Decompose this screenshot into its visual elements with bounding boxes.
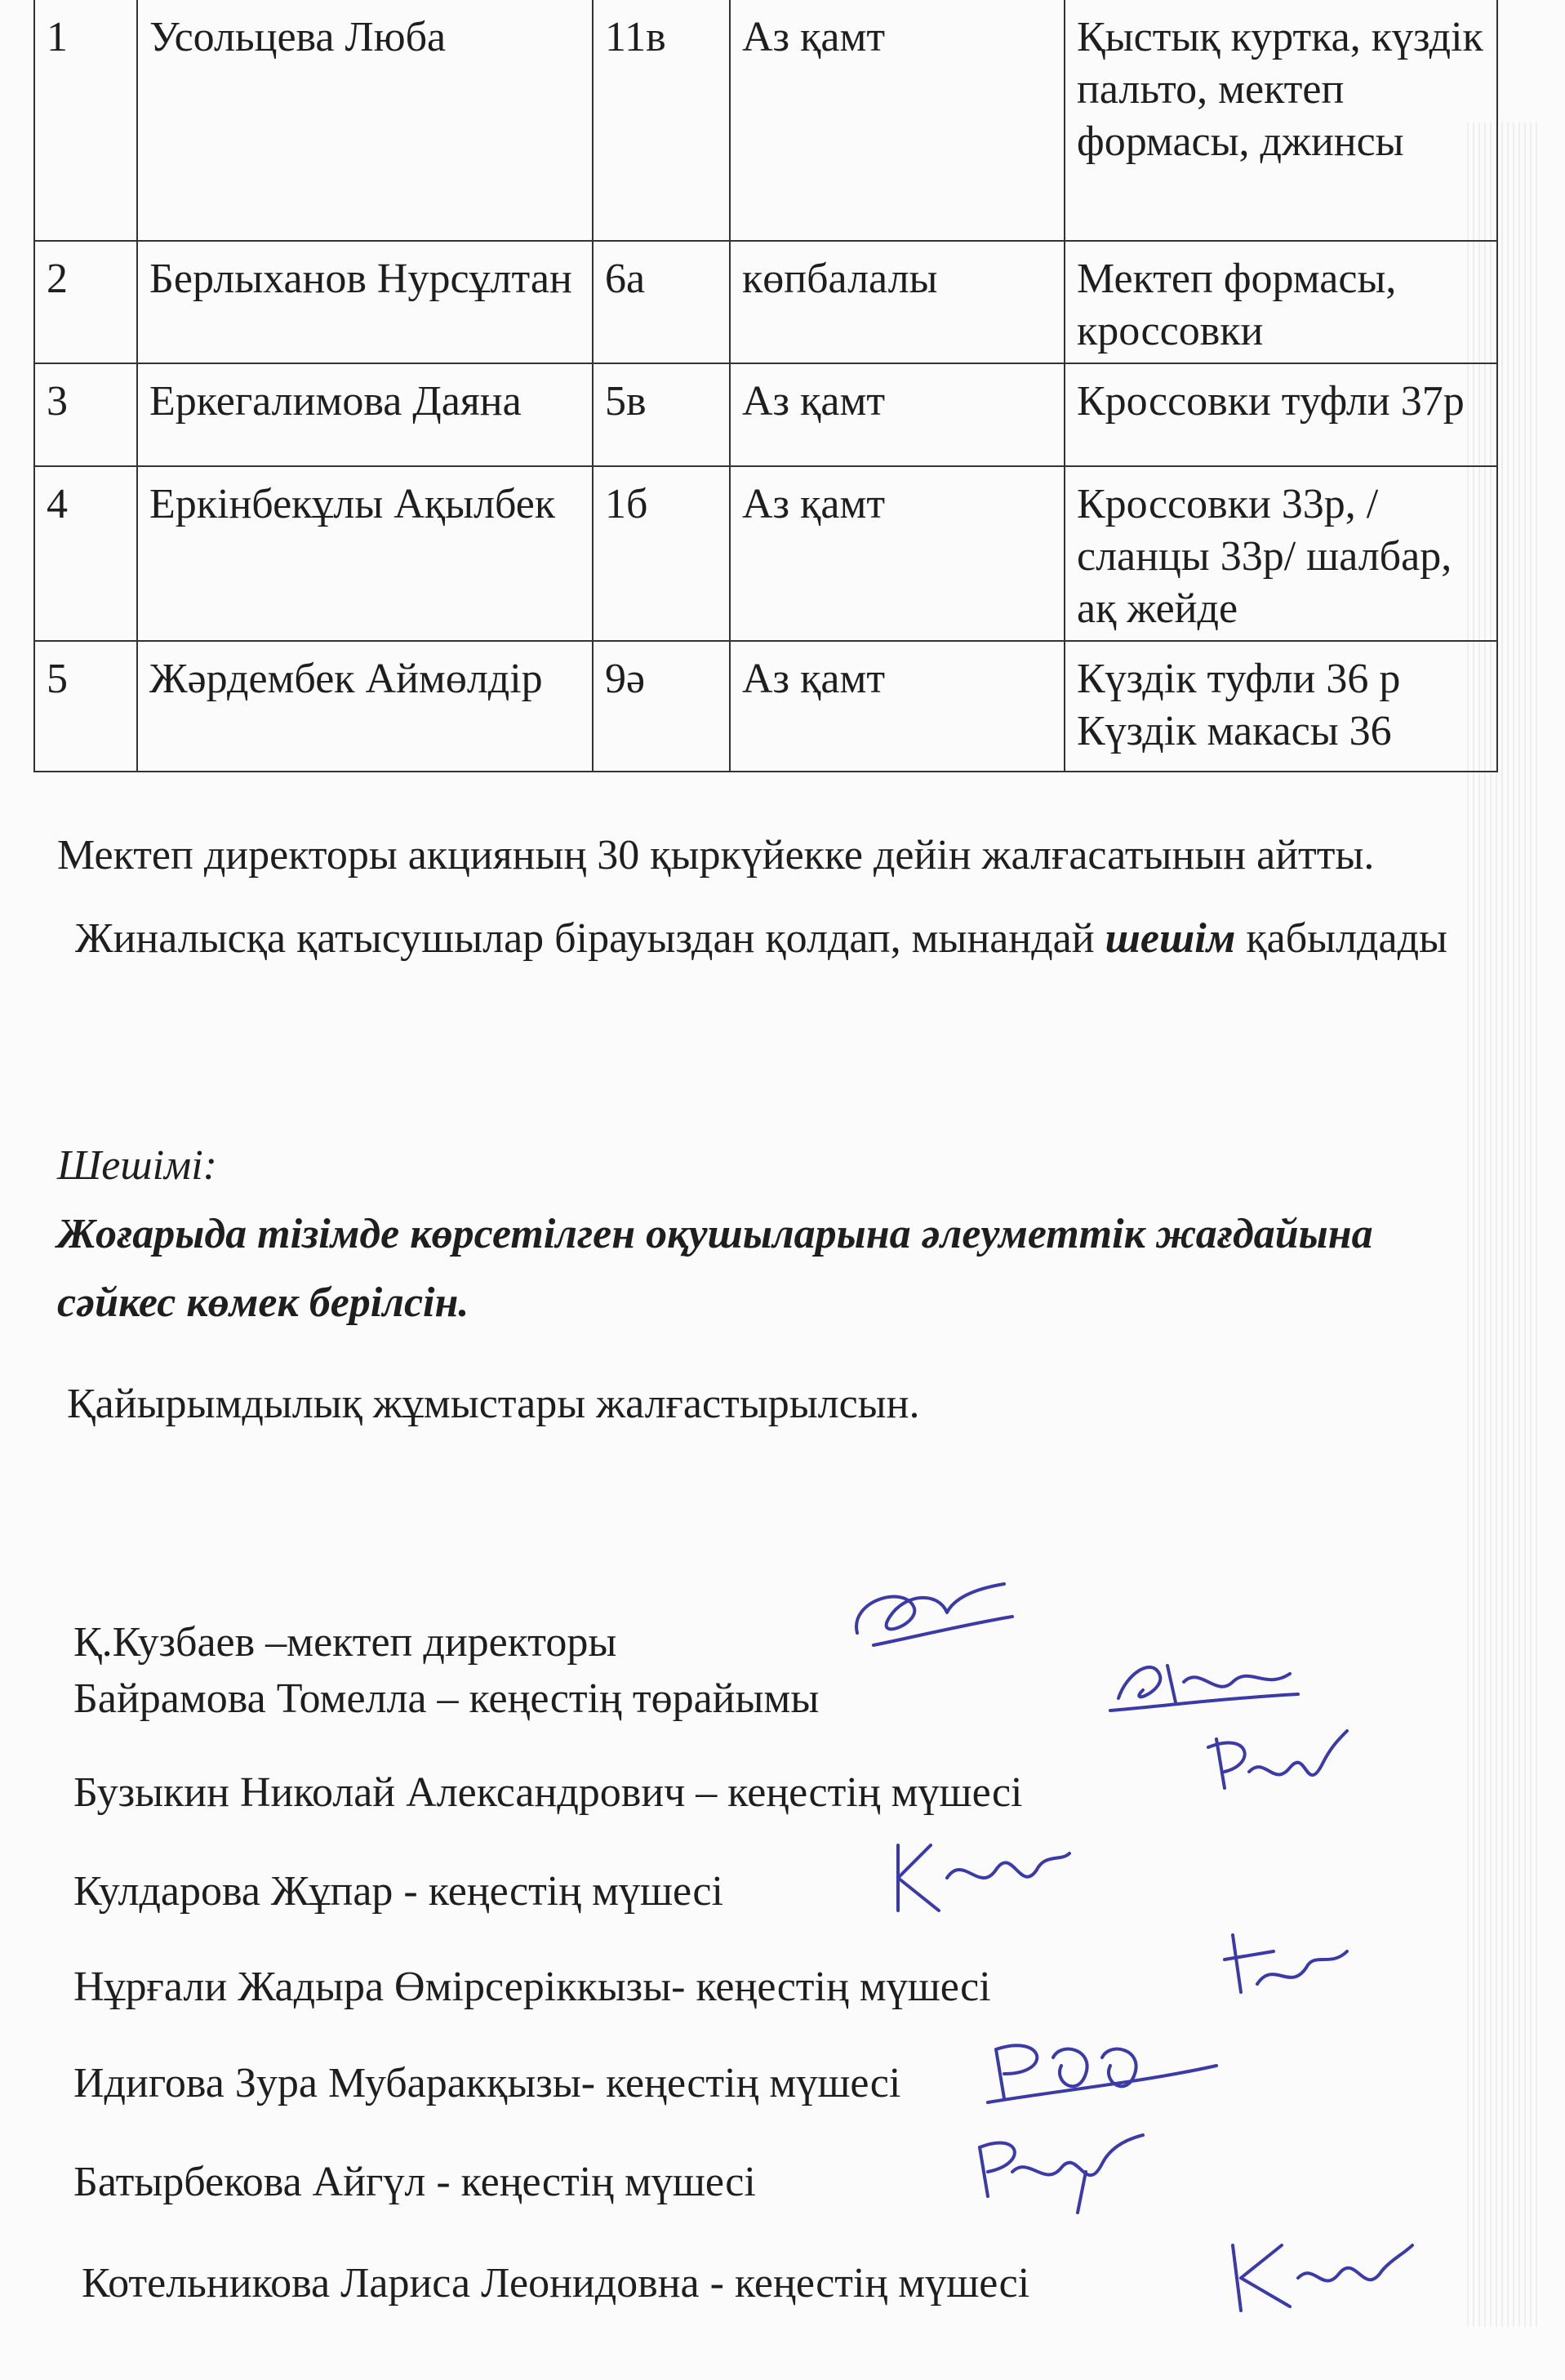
social-status: көпбалалы bbox=[730, 241, 1065, 363]
signature-3 bbox=[1200, 1723, 1363, 1821]
social-status: Аз қамт bbox=[730, 641, 1065, 772]
signature-4 bbox=[882, 1829, 1078, 1927]
table-row bbox=[34, 0, 1497, 241]
row-number: 2 bbox=[34, 241, 137, 363]
signatory-line: Идигова Зура Мубаракқызы- кеңестің мүшесі bbox=[73, 2060, 901, 2106]
signatory-line: Бузыкин Николай Александрович – кеңестің мүшесі bbox=[73, 1769, 1023, 1816]
row-number: 3 bbox=[34, 363, 137, 466]
signature-8 bbox=[1208, 2229, 1421, 2327]
emphasis-decision: шешім bbox=[1105, 915, 1236, 962]
signature-6 bbox=[980, 2025, 1225, 2115]
table-row bbox=[34, 241, 1497, 363]
social-status: Аз қамт bbox=[730, 0, 1065, 241]
aid-items: Кроссовки туфли 37р bbox=[1065, 363, 1497, 466]
grade: 11в bbox=[593, 0, 730, 241]
table-row bbox=[34, 641, 1497, 772]
paragraph-agreement bbox=[75, 914, 1447, 963]
student-name: Берлыханов Нурсұлтан bbox=[137, 241, 593, 363]
signature-7 bbox=[963, 2123, 1159, 2221]
signature-1 bbox=[841, 1568, 1020, 1657]
grade: 1б bbox=[593, 466, 730, 641]
decision-line-2: сәйкес көмек берілсін. bbox=[57, 1279, 469, 1326]
grade: 6а bbox=[593, 241, 730, 363]
signatory-line: Кулдарова Жұпар - кеңестің мүшесі bbox=[73, 1868, 723, 1915]
table-row bbox=[34, 363, 1497, 466]
table-row bbox=[34, 466, 1497, 641]
text: Жиналысқа қатысушылар бірауыздан қолдап, мынандай bbox=[75, 915, 1105, 962]
signatory-line: Батырбекова Айгүл - кеңестің мүшесі bbox=[73, 2159, 756, 2205]
student-name: Еркегалимова Даяна bbox=[137, 363, 593, 466]
decision-line-1: Жоғарыда тізімде көрсетілген оқушыларына әлеуметтік жағдайына bbox=[57, 1211, 1373, 1257]
signatory-line: Нұрғали Жадыра Өмірсеріккызы- кеңестің мүшесі bbox=[73, 1964, 991, 2010]
social-status: Аз қамт bbox=[730, 363, 1065, 466]
row-number: 4 bbox=[34, 466, 137, 641]
paragraph-campaign: Мектеп директоры акцияның 30 қыркүйекке дейін жалғасатынын айтты. bbox=[57, 832, 1375, 879]
student-name: Еркінбекұлы Ақылбек bbox=[137, 466, 593, 641]
aid-items: Қыстық куртка, күздік пальто, мектеп формасы, джинсы bbox=[1065, 0, 1497, 241]
signature-5 bbox=[1208, 1919, 1372, 2017]
aid-items: Күздік туфли 36 р Күздік макасы 36 bbox=[1065, 641, 1497, 772]
aid-items: Мектеп формасы, кроссовки bbox=[1065, 241, 1497, 363]
row-number: 1 bbox=[34, 0, 137, 241]
grade: 9ә bbox=[593, 641, 730, 772]
student-name: Жәрдембек Аймөлдір bbox=[137, 641, 593, 772]
signatory-line: Қ.Кузбаев –мектеп директоры bbox=[73, 1619, 617, 1666]
aid-recipients-table bbox=[33, 0, 1498, 772]
signatory-line: Котельникова Лариса Леонидовна - кеңестің мүшесі bbox=[82, 2260, 1030, 2307]
aid-items: Кроссовки 33р, /сланцы 33р/ шалбар, ақ жейде bbox=[1065, 466, 1497, 641]
text: қабылдады bbox=[1235, 915, 1447, 962]
paragraph-charity: Қайырымдылық жұмыстары жалғастырылсын. bbox=[67, 1381, 920, 1427]
student-name: Усольцева Люба bbox=[137, 0, 593, 241]
social-status: Аз қамт bbox=[730, 466, 1065, 641]
signatory-line: Байрамова Томелла – кеңестің төрайымы bbox=[73, 1675, 820, 1722]
decision-heading: Шешімі: bbox=[57, 1142, 217, 1189]
signature-2 bbox=[1094, 1641, 1306, 1731]
row-number: 5 bbox=[34, 641, 137, 772]
grade: 5в bbox=[593, 363, 730, 466]
